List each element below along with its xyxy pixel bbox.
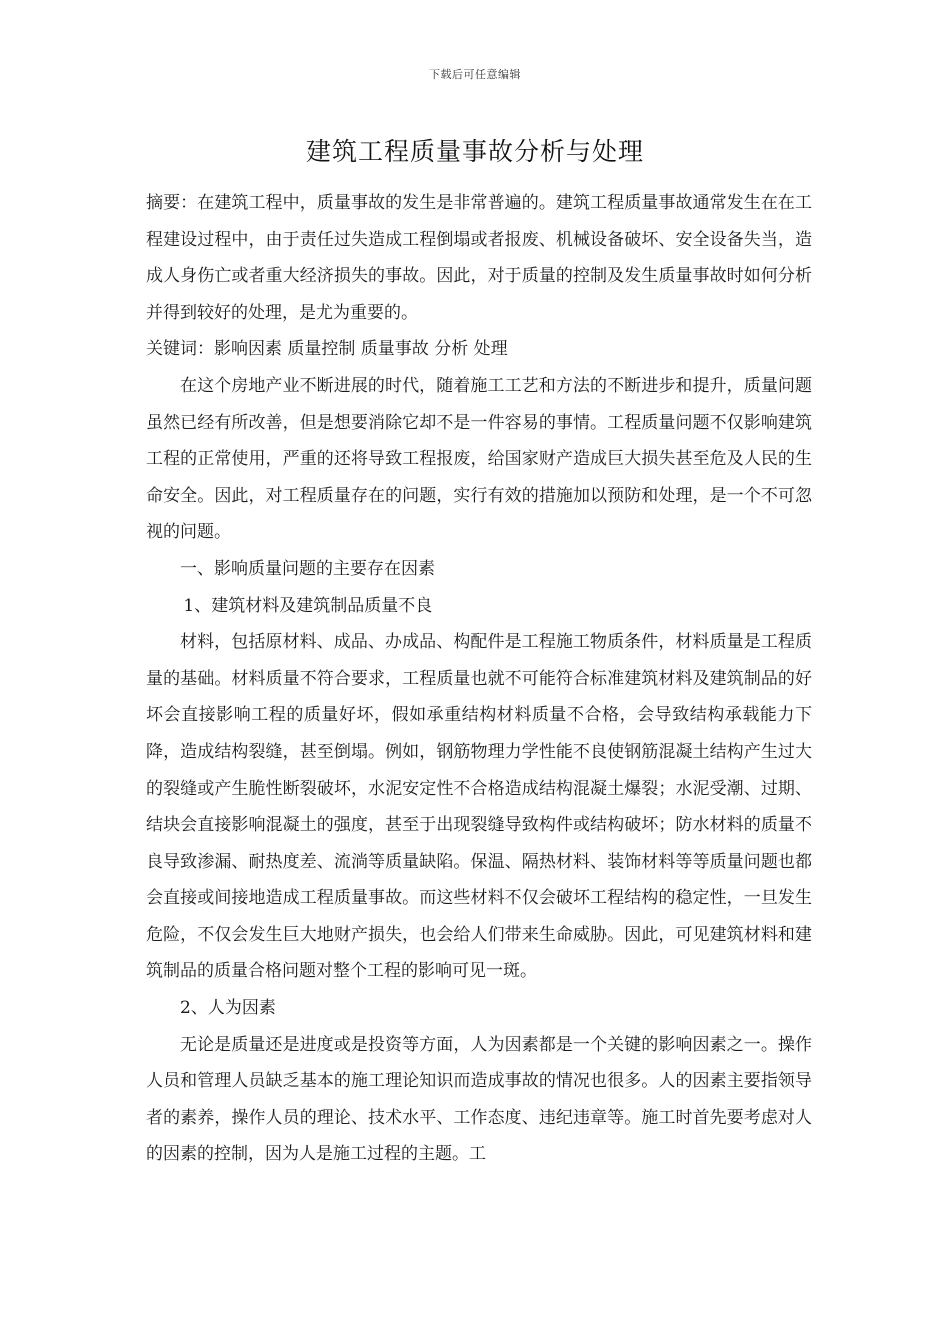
subsection-heading-2: 2、人为因素 [180,998,276,1019]
subsection-paragraph-2: 无论是质量还是进度或是投资等方面，人为因素都是一个关键的影响因素之一。操作人员和管理人员缺乏基本的施工理论知识而造成事故的情况也很多。人的因素主要指领导者的素养，操作人员的理论、技术水平、工作态度、违纪违章等。施工时首先要考虑对人的因素的控制，因为人是施工过程的主题。工 [146,1034,812,1165]
section-heading-1: 一、影响质量问题的主要存在因素 [180,558,435,579]
document-title: 建筑工程质量事故分析与处理 [305,137,644,166]
header-note: 下载后可任意编辑 [429,68,521,81]
document-body [146,185,812,1173]
keywords-line: 关键词：影响因素 质量控制 质量事故 分析 处理 [146,339,508,360]
subsection-heading-1: 1、建筑材料及建筑制品质量不良 [183,595,433,616]
abstract-paragraph: 摘要：在建筑工程中，质量事故的发生是非常普遍的。建筑工程质量事故通常发生在在工程建设过程中，由于责任过失造成工程倒塌或者报废、机械设备破坏、安全设备失当，造成人身伤亡或者重大经济损失的事故。因此，对于质量的控制及发生质量事故时如何分析并得到较好的处理，是尤为重要的。 [146,193,812,323]
intro-paragraph: 在这个房地产业不断进展的时代，随着施工工艺和方法的不断进步和提升，质量问题虽然已经有所改善，但是想要消除它却不是一件容易的事情。工程质量问题不仅影响建筑工程的正常使用，严重的还将导致工程报废，给国家财产造成巨大损失甚至危及人民的生命安全。因此，对工程质量存在的问题，实行有效的措施加以预防和处理，是一个不可忽视的问题。 [146,375,812,543]
subsection-paragraph-1: 材料，包括原材料、成品、办成品、构配件是工程施工物质条件，材料质量是工程质量的基础。材料质量不符合要求，工程质量也就不可能符合标准建筑材料及建筑制品的好坏会直接影响工程的质量好坏，假如承重结构材料质量不合格，会导致结构承载能力下降，造成结构裂缝，甚至倒塌。例如，钢筋物理力学性能不良使钢筋混凝土结构产生过大的裂缝或产生脆性断裂破坏，水泥安定性不合格造成结构混凝土爆裂；水泥受潮、过期、结块会直接影响混凝土的强度，甚至于出现裂缝导致构件或结构破坏；防水材料的质量不良导致渗漏、耐热度差、流淌等质量缺陷。保温、隔热材料、装饰材料等等质量问题也都会直接或间接地造成工程质量事故。而这些材料不仅会破坏工程结构的稳定性，一旦发生危险，不仅会发生巨大地财产损失，也会给人们带来生命威胁。因此，可见建筑材料和建筑制品的质量合格问题对整个工程的影响可见一斑。 [146,632,812,982]
